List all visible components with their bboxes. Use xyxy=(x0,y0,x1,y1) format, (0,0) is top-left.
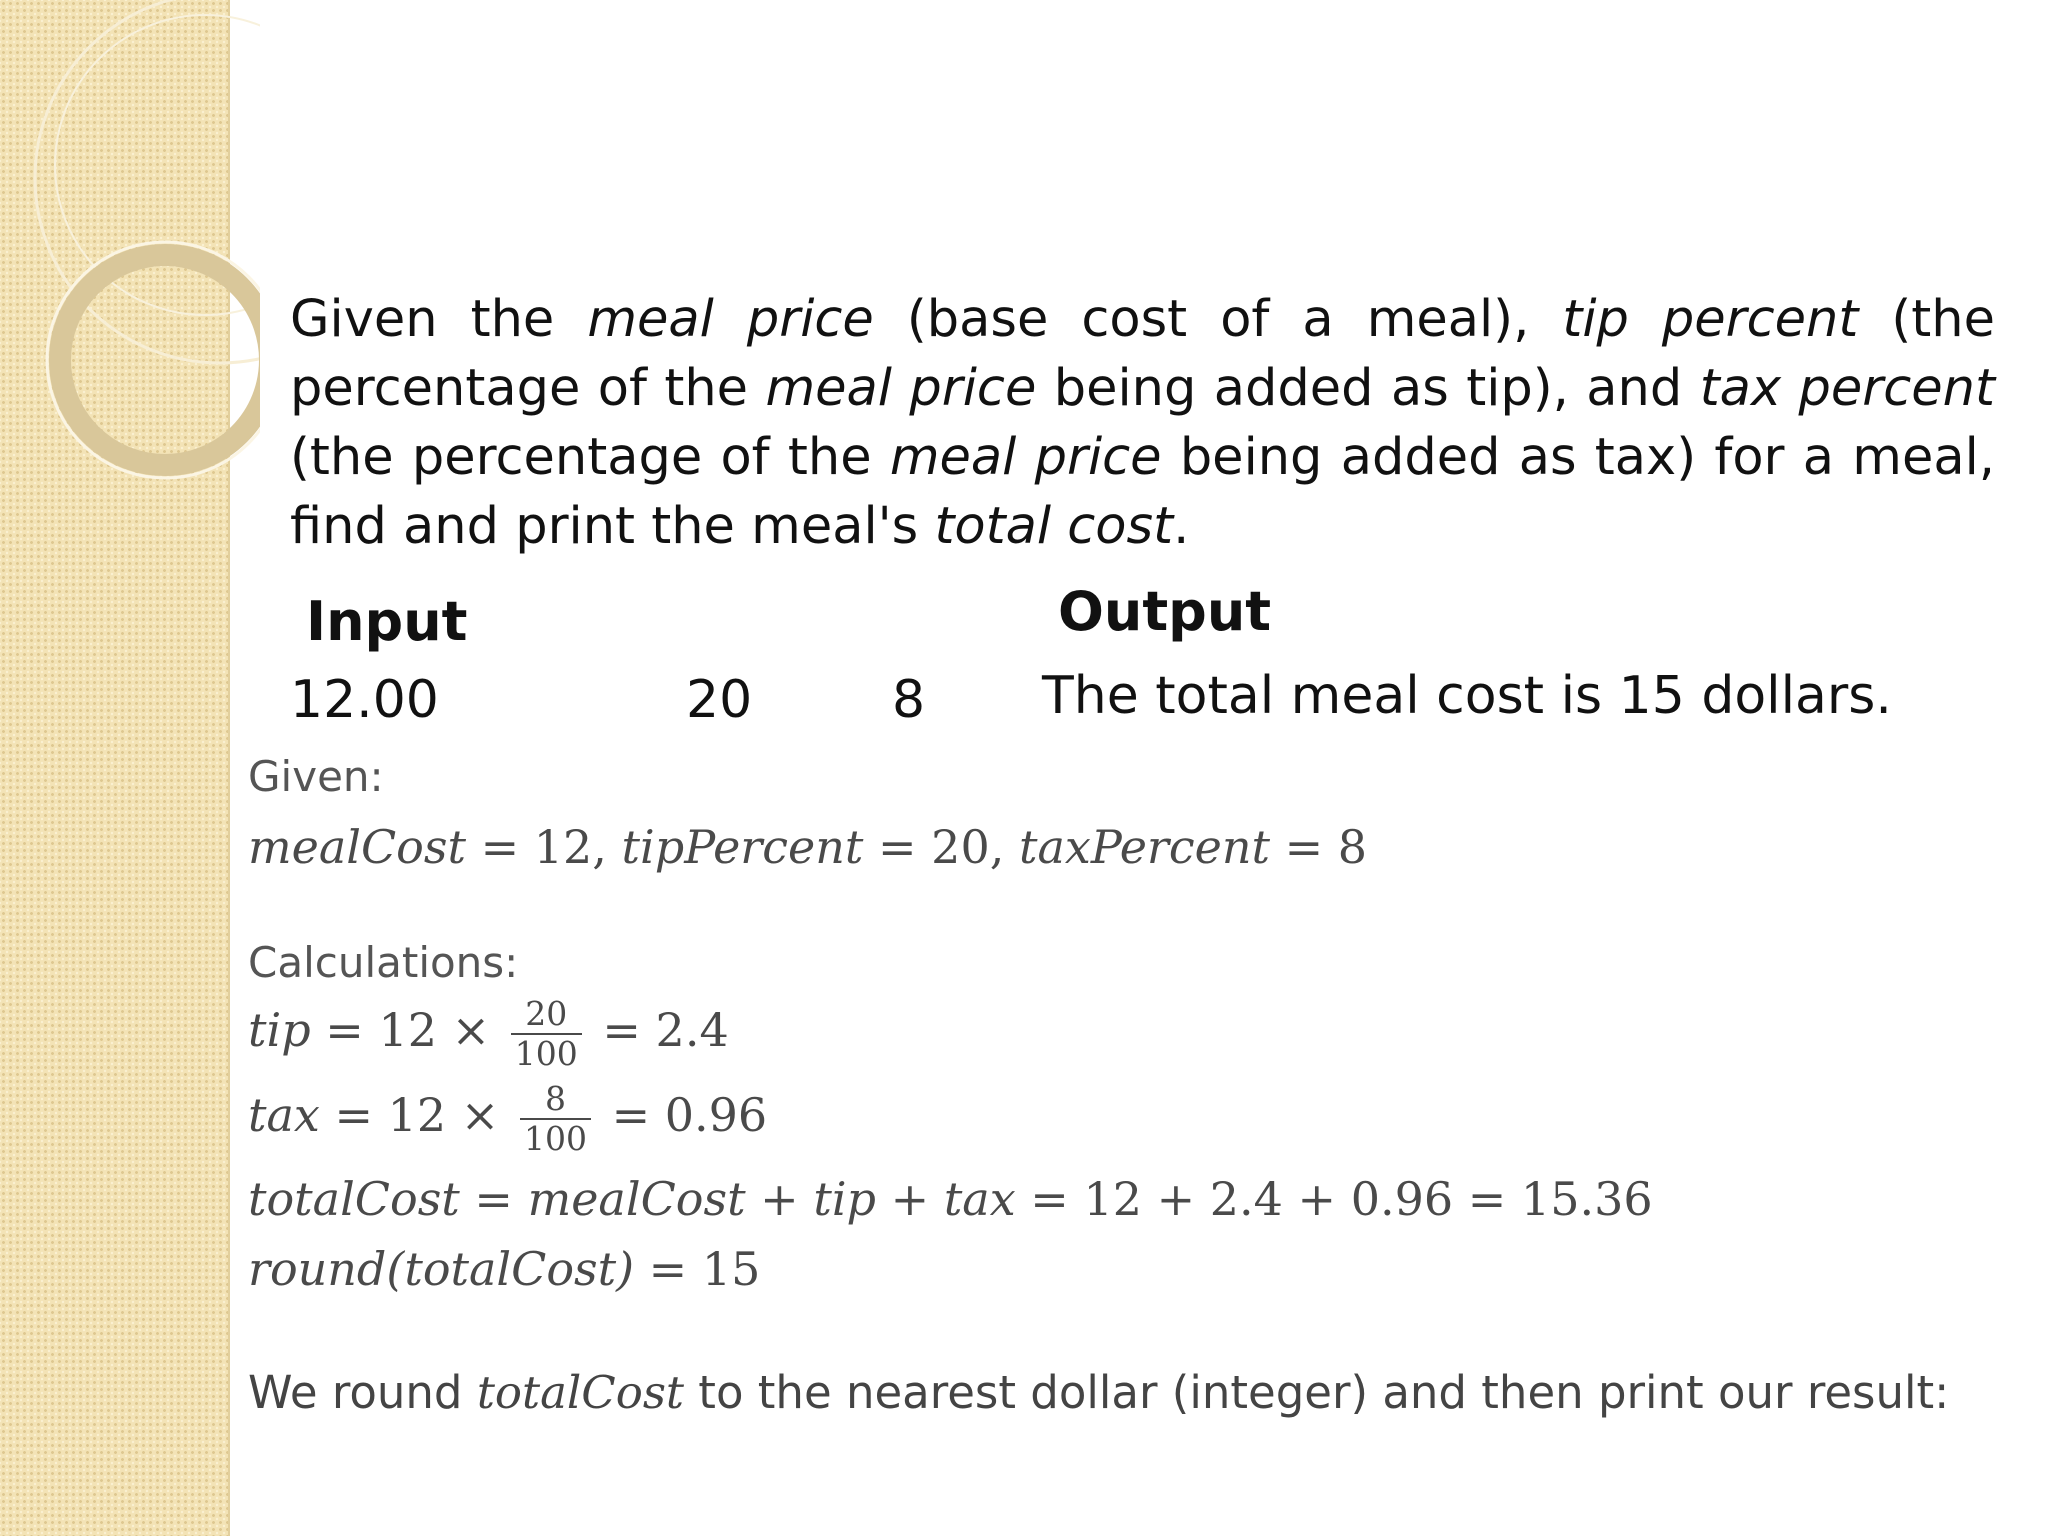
input-meal-value: 12.00 xyxy=(290,670,439,730)
total-cost-equation: totalCost = mealCost + tip + tax = 12 + 2.4 + 0.96 = 15.36 xyxy=(248,1172,1653,1226)
given-equation: mealCost = 12, tipPercent = 20, taxPercent = 8 xyxy=(248,820,1368,874)
output-header: Output xyxy=(1058,580,1272,643)
input-tax-value: 8 xyxy=(892,670,926,730)
tax-fraction: $\frac{8}{100}$ xyxy=(520,1080,591,1158)
output-text: The total meal cost is 15 dollars. xyxy=(1042,666,1892,726)
given-label: Given: xyxy=(248,752,384,801)
tip-fraction: $\frac{20}{100}$ xyxy=(511,995,582,1073)
calculations-label: Calculations: xyxy=(248,938,519,987)
decorative-rings xyxy=(0,0,260,520)
tax-equation: tax = 12 × $\frac{8}{100}$ = 0.96 xyxy=(248,1079,768,1158)
problem-statement: Given the meal price (base cost of a meal), tip percent (the percentage of the meal price being added as tip), and tax percent (the percentage of the meal price being added as tax) for a meal, find and print the meal's total cost. xyxy=(290,290,1996,556)
input-header: Input xyxy=(306,590,468,653)
tip-equation: tip = 12 × $\frac{20}{100}$ = 2.4 xyxy=(248,994,729,1073)
result-sentence: We round totalCost to the nearest dollar (integer) and then print our result: xyxy=(248,1366,1950,1419)
input-tip-value: 20 xyxy=(686,670,753,730)
round-equation: round(totalCost) = 15 xyxy=(248,1242,761,1296)
